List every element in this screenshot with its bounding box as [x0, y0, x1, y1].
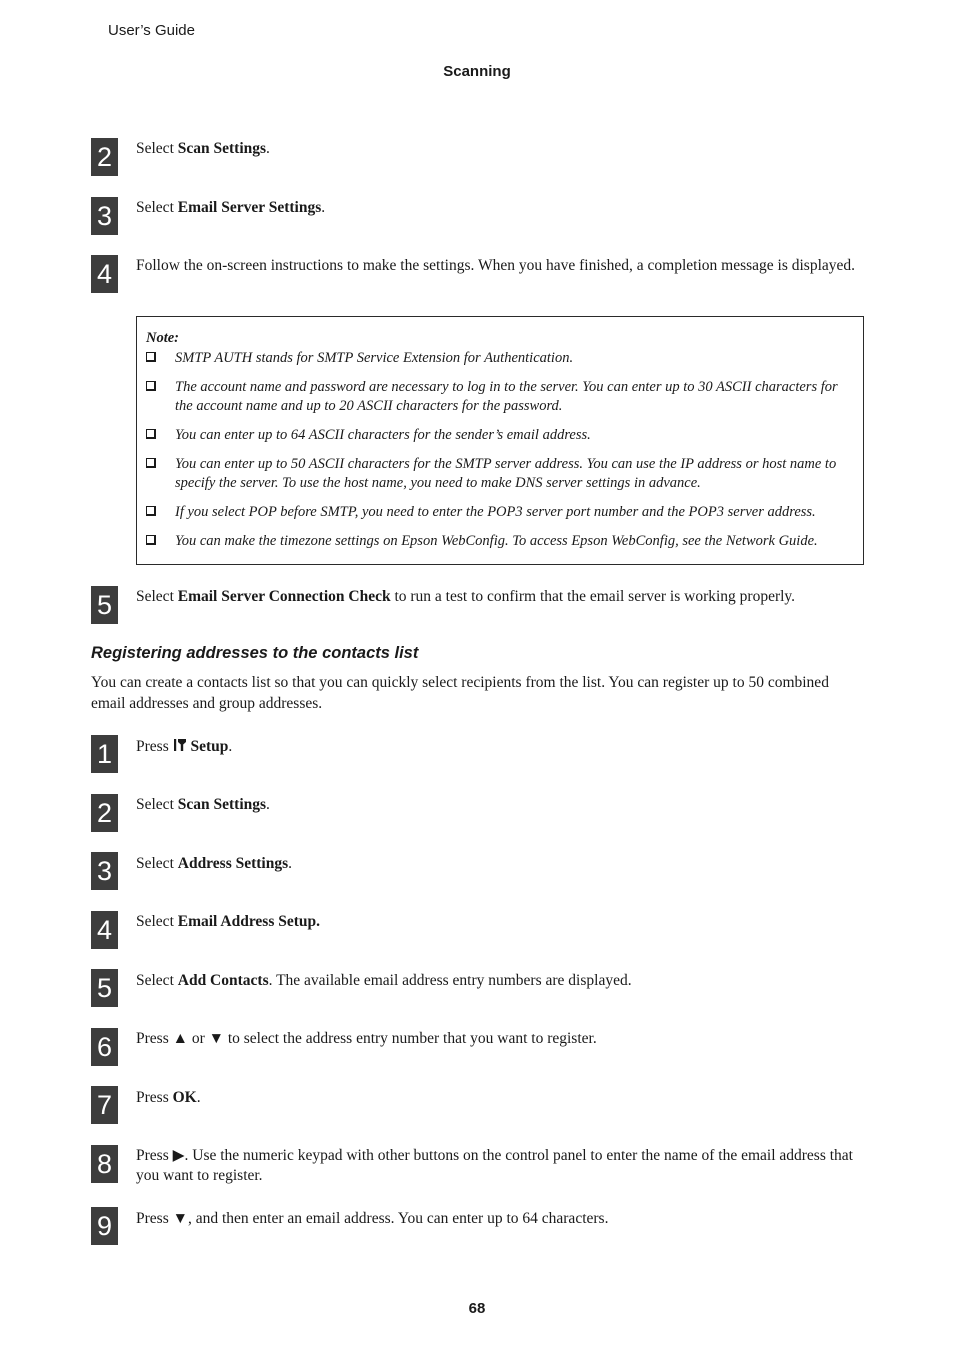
step-text: Select Email Address Setup. [136, 913, 321, 930]
page-number: 68 [468, 1300, 486, 1317]
step-number: 1 [91, 735, 118, 773]
step-text: Follow the on-screen instructions to make the settings. When you have finished, a completion message is displayed. [136, 257, 856, 274]
checkbox-bullet-icon [146, 458, 156, 468]
step-text: Select Address Settings. [136, 855, 293, 872]
step-number: 4 [91, 911, 118, 949]
step-text: Press ▶. Use the numeric keypad with other buttons on the control panel to enter the name of the email address that you want to register. [136, 1147, 853, 1184]
guide-title: User’s Guide [108, 22, 195, 39]
step-number: 5 [91, 969, 118, 1007]
setup-icon [173, 738, 187, 752]
step-text: Select Scan Settings. [136, 796, 270, 813]
step-number: 5 [91, 586, 118, 624]
note-box: Note: SMTP AUTH stands for SMTP Service Extension for Authentication. The account name and password are necessary to log in to the server. You can enter up to 30 ASCII characters for the account name and up to 20 ASCII characters for the password. You can enter up to 64 ASCII characters for the sender’s email address. You can enter up to 50 ASCII characters for the SMTP server address. You can use the IP address or host name to specify the server. To use the host name, you need to make DNS server settings in advance. If you select POP before SMTP, you need to enter the POP3 server port number and the POP3 server address. You can make the timezone settings on Epson WebConfig. To access Epson WebConfig, see the Network Guide. [136, 316, 864, 565]
step-number: 8 [91, 1145, 118, 1183]
step-text: Select Email Server Settings. [136, 199, 326, 216]
checkbox-bullet-icon [146, 352, 156, 362]
step-number: 9 [91, 1207, 118, 1245]
step-number: 7 [91, 1086, 118, 1124]
note-label: Note: [146, 330, 180, 346]
step-number: 2 [91, 138, 118, 176]
checkbox-bullet-icon [146, 429, 156, 439]
step-text: Press Setup. [136, 738, 233, 755]
section-title: Scanning [443, 63, 511, 80]
intro-paragraph: You can create a contacts list so that you can quickly select recipients from the list. You can register up to 50 combined email addresses and group addresses. [91, 674, 829, 712]
step-text: Press ▼, and then enter an email address. You can enter up to 64 characters. [136, 1210, 609, 1227]
step-text: Select Scan Settings. [136, 140, 270, 157]
step-text: Select Add Contacts. The available email address entry numbers are displayed. [136, 972, 632, 989]
step-text: Press ▲ or ▼ to select the address entry number that you want to register. [136, 1030, 597, 1047]
subsection-heading: Registering addresses to the contacts list [91, 644, 419, 662]
step-text: Press OK. [136, 1089, 201, 1106]
checkbox-bullet-icon [146, 381, 156, 391]
step-number: 3 [91, 852, 118, 890]
step-number: 2 [91, 794, 118, 832]
step-number: 4 [91, 255, 118, 293]
step-number: 6 [91, 1028, 118, 1066]
checkbox-bullet-icon [146, 535, 156, 545]
step-text: Select Email Server Connection Check to run a test to confirm that the email server is working properly. [136, 588, 796, 605]
checkbox-bullet-icon [146, 506, 156, 516]
step-number: 3 [91, 197, 118, 235]
